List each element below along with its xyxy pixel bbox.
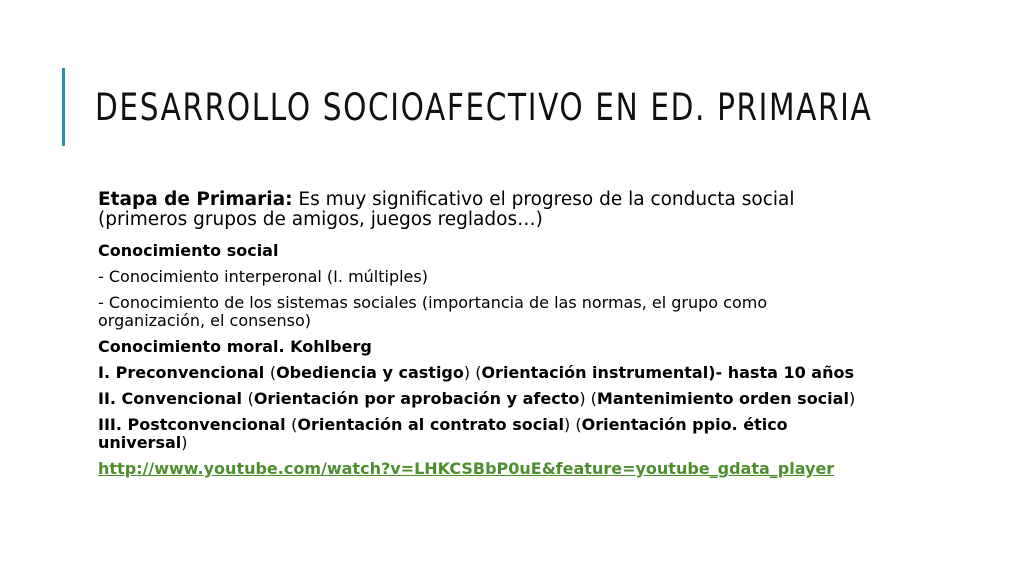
level1-stage-a: Obediencia y castigo — [276, 363, 464, 382]
level3-stage-a: Orientación al contrato social — [297, 415, 565, 434]
title-accent-bar — [62, 68, 65, 146]
level2-name: II. Convencional — [98, 389, 248, 408]
intro-paragraph — [98, 190, 868, 230]
social-heading: Conocimiento social — [98, 241, 279, 260]
level1-stage-b: Orientación instrumental)- hasta 10 años — [481, 363, 854, 382]
social-systems-item: - Conocimiento de los sistemas sociales (importancia de las normas, el grupo como organización, el consenso) — [98, 293, 768, 330]
level3-paren-mid: ) ( — [564, 415, 582, 434]
level-preconventional — [98, 364, 868, 382]
level1-paren-open: ( — [269, 363, 277, 382]
video-link-paragraph — [98, 460, 868, 478]
level3-stage-b: Orientación ppio. ético universal — [98, 415, 788, 452]
level-conventional — [98, 390, 868, 408]
slide-body — [98, 190, 868, 486]
youtube-link[interactable]: http://www.youtube.com/watch?v=LHKCSBbP0uE&feature=youtube_gdata_player — [98, 459, 835, 478]
level2-paren-open: ( — [247, 389, 254, 408]
level3-paren-open: ( — [291, 415, 298, 434]
slide-title: DESARROLLO SOCIOAFECTIVO EN ED. PRIMARIA — [95, 86, 873, 129]
level2-stage-b: Mantenimiento orden social — [596, 389, 849, 408]
level2-paren-close: ) — [848, 389, 856, 408]
intro-text: Es muy significativo el progreso de la conducta social (primeros grupos de amigos, juegos reglados…) — [98, 189, 795, 230]
moral-heading: Conocimiento moral. Kohlberg — [98, 337, 372, 356]
level3-paren-close: ) — [181, 433, 188, 452]
level2-paren-mid: ) ( — [579, 389, 597, 408]
interpersonal-item: - Conocimiento interperonal (I. múltiples) — [98, 267, 428, 286]
level1-paren-mid: ) ( — [463, 363, 482, 382]
level3-name: III. Postconvencional — [98, 415, 292, 434]
level-postconventional — [98, 416, 868, 452]
level2-stage-a: Orientación por aprobación y afecto — [253, 389, 580, 408]
level1-name: I. Preconvencional — [98, 363, 270, 382]
intro-label: Etapa de Primaria: — [98, 189, 293, 210]
